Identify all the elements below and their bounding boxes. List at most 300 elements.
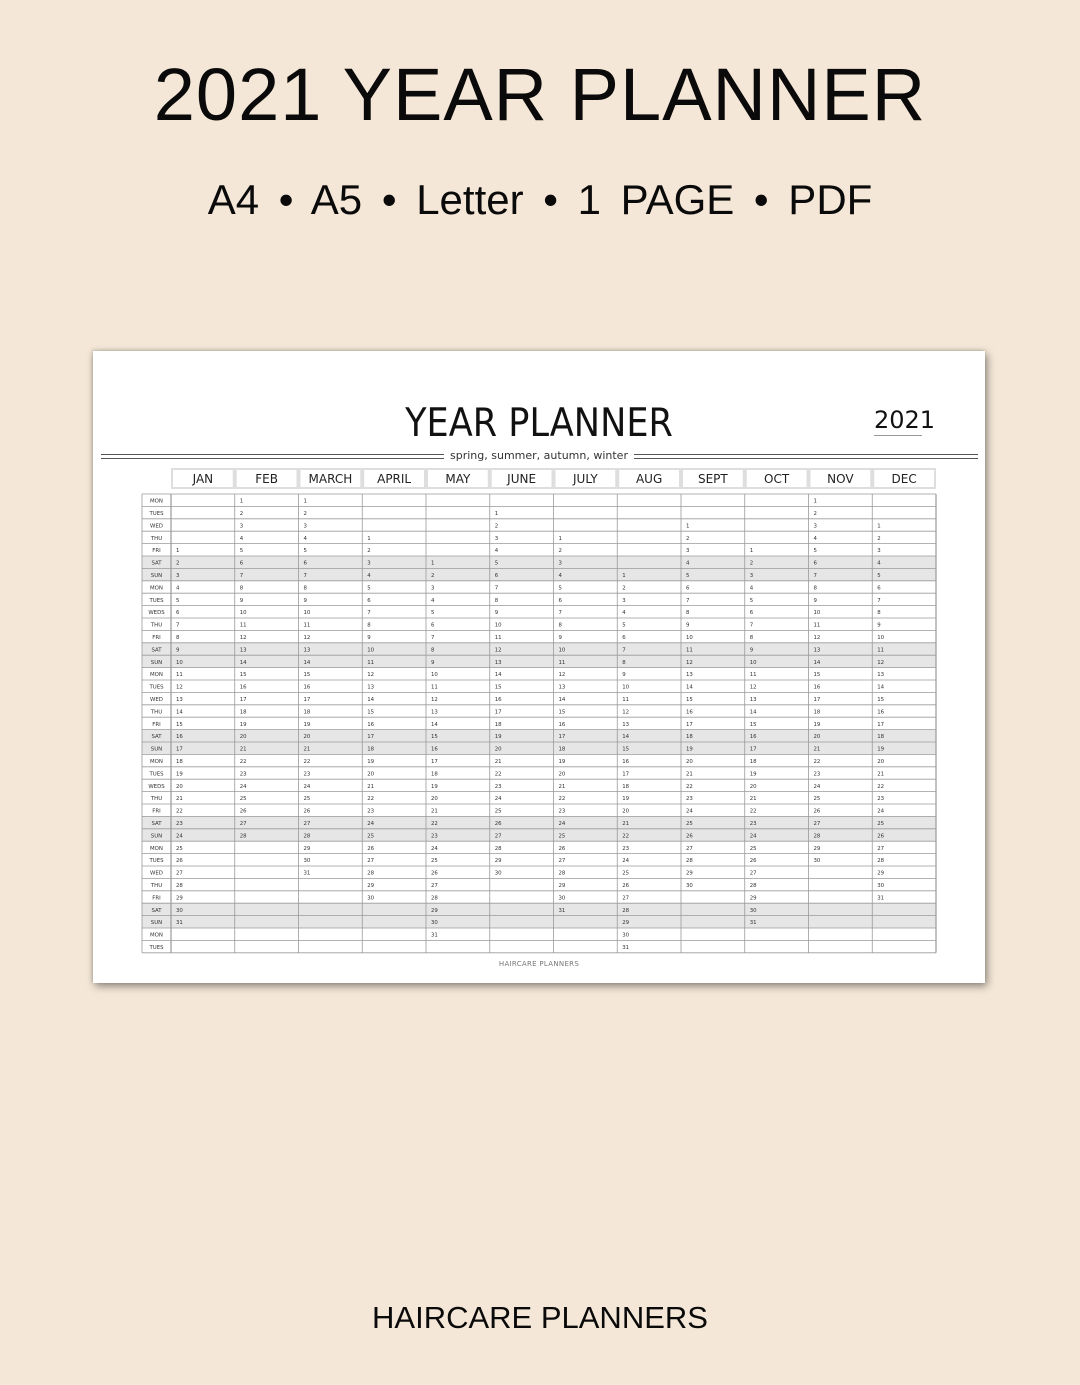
day-number: 15 [686,697,693,703]
day-number: 25 [877,821,885,827]
weekday-label: FRI [152,895,161,902]
weekday-label: TUES [149,684,164,691]
day-number: 26 [686,833,693,840]
weekday-label: SUN [150,573,163,579]
day-number: 7 [813,573,817,579]
day-number: 3 [367,560,371,567]
day-number: 1 [749,548,754,555]
weekday-label: FRI [152,721,161,728]
day-number: 15 [176,721,183,728]
sheet-brand: HAIRCARE PLANNERS [498,960,580,968]
day-number: 24 [622,858,630,865]
day-number: 8 [686,610,690,617]
day-number: 24 [813,783,821,790]
day-number: 6 [176,610,180,617]
day-number: 27 [877,845,885,852]
day-number: 19 [431,783,438,790]
day-number: 14 [176,709,183,716]
day-number: 20 [176,783,183,790]
day-number: 20 [239,734,247,741]
weekday-label: WED [150,523,163,530]
day-number: 23 [558,808,566,815]
day-number: 7 [176,622,180,629]
day-number: 18 [622,783,630,790]
day-number: 12 [749,684,757,691]
month-header-label: SEPT [697,472,728,486]
day-number: 14 [239,659,247,666]
day-number: 15 [303,672,311,679]
day-number: 31 [558,907,566,914]
day-number: 18 [494,721,502,728]
day-number: 11 [239,622,247,629]
day-number: 13 [176,697,183,703]
day-number: 5 [686,573,690,579]
day-number: 16 [176,734,183,741]
day-number: 4 [558,573,562,579]
day-number: 31 [877,895,885,902]
day-number: 29 [749,895,757,902]
day-number: 21 [239,746,247,753]
day-number: 21 [558,783,566,790]
weekday-label: SAT [151,647,162,654]
day-number: 2 [431,573,435,579]
day-number: 26 [877,833,885,840]
month-header-label: NOV [827,472,854,486]
day-number: 19 [813,721,821,728]
day-number: 11 [622,697,630,703]
day-number: 21 [813,746,821,753]
day-number: 4 [749,585,754,592]
day-number: 22 [431,821,438,827]
day-number: 11 [749,672,757,679]
day-number: 20 [494,746,502,753]
day-number: 28 [686,858,693,865]
day-number: 25 [176,845,183,852]
day-number: 6 [877,585,881,592]
day-number: 14 [558,697,566,703]
day-number: 16 [622,759,630,765]
day-number: 22 [877,783,885,790]
day-number: 10 [239,610,247,617]
day-number: 1 [303,498,307,505]
weekday-label: WEDS [148,783,165,790]
weekday-label: THU [150,709,163,716]
day-number: 21 [877,771,885,778]
day-number: 9 [813,597,817,604]
day-number: 29 [303,845,311,852]
day-number: 11 [558,659,566,666]
day-number: 1 [813,498,817,505]
day-number: 10 [813,610,821,617]
day-number: 13 [558,684,566,691]
day-number: 10 [686,635,693,641]
day-number: 27 [176,870,183,877]
day-number: 30 [431,920,438,927]
day-number: 26 [494,821,502,827]
day-number: 19 [176,771,183,778]
weekday-label: FRI [152,635,161,641]
weekday-label: SAT [151,821,162,827]
day-number: 24 [877,808,885,815]
day-number: 27 [303,821,311,827]
day-number: 25 [749,845,757,852]
day-number: 6 [494,573,499,579]
weekday-label: WEDS [148,610,165,617]
weekday-label: SAT [151,734,162,741]
day-number: 8 [749,635,754,641]
day-number: 22 [494,771,502,778]
day-number: 5 [622,622,626,629]
day-number: 30 [176,907,183,914]
sheet-subtitle: spring, summer, autumn, winter [450,449,628,462]
day-number: 12 [877,659,885,666]
day-number: 24 [303,783,311,790]
day-number: 18 [431,771,438,778]
month-header-label: MAY [445,472,471,486]
day-number: 28 [303,833,311,840]
day-number: 17 [367,734,375,741]
day-number: 27 [558,858,566,865]
day-number: 25 [431,858,438,865]
day-number: 12 [303,635,311,641]
day-number: 6 [303,560,307,567]
day-number: 17 [686,721,693,728]
day-number: 11 [813,622,821,629]
day-number: 9 [367,635,371,641]
day-number: 13 [877,672,885,679]
day-number: 29 [176,895,183,902]
day-number: 29 [877,870,885,877]
weekday-label: MON [150,932,163,939]
day-number: 27 [494,833,502,840]
day-number: 26 [303,808,311,815]
weekday-label: THU [150,796,163,803]
day-number: 12 [686,659,693,666]
day-number: 27 [431,883,438,889]
day-number: 30 [622,932,630,939]
day-number: 15 [877,697,885,703]
weekday-label: TUES [149,945,164,951]
day-number: 3 [749,573,754,579]
day-number: 2 [813,511,817,517]
day-number: 3 [239,523,244,530]
day-number: 25 [367,833,375,840]
day-number: 24 [367,821,375,827]
day-number: 11 [494,635,502,641]
day-number: 2 [686,535,690,542]
day-number: 8 [176,635,180,641]
day-number: 5 [749,597,754,604]
day-number: 24 [749,833,757,840]
day-number: 26 [558,845,566,852]
day-number: 9 [494,610,499,617]
day-number: 13 [686,672,693,679]
day-number: 18 [303,709,311,716]
day-number: 8 [367,622,371,629]
day-number: 23 [431,833,438,840]
day-number: 1 [877,523,881,530]
weekday-label: MON [150,672,163,679]
day-number: 14 [749,709,757,716]
planner-sheet-preview [93,351,985,983]
day-number: 9 [877,622,881,629]
day-number: 5 [494,560,499,567]
day-number: 21 [176,796,183,803]
day-number: 15 [813,672,821,679]
weekend-row-shade [142,916,936,928]
day-number: 3 [877,548,881,555]
day-number: 31 [431,932,438,939]
day-number: 19 [558,759,566,765]
weekday-label: FRI [152,548,161,555]
day-number: 6 [558,597,562,604]
day-number: 29 [686,870,693,877]
day-number: 4 [303,535,307,542]
day-number: 9 [686,622,690,629]
day-number: 20 [686,759,693,765]
day-number: 6 [431,622,435,629]
day-number: 8 [239,585,244,592]
day-number: 10 [431,672,438,679]
day-number: 3 [494,535,499,542]
day-number: 9 [558,635,562,641]
day-number: 16 [303,684,311,691]
day-number: 3 [558,560,562,567]
month-header-label: AUG [635,472,663,486]
month-header-label: JULY [573,472,598,486]
day-number: 5 [367,585,371,592]
day-number: 2 [622,585,626,592]
day-number: 17 [494,709,502,716]
day-number: 21 [431,808,438,815]
calendar-grid [93,351,985,983]
day-number: 9 [239,597,244,604]
day-number: 16 [558,721,566,728]
day-number: 29 [813,845,821,852]
day-number: 20 [813,734,821,741]
day-number: 23 [494,783,502,790]
day-number: 23 [176,821,183,827]
day-number: 5 [431,610,435,617]
day-number: 25 [239,796,247,803]
day-number: 9 [431,659,435,666]
day-number: 12 [494,647,502,654]
day-number: 20 [749,783,757,790]
day-number: 8 [558,622,562,629]
weekday-label: SUN [150,920,163,927]
day-number: 2 [877,535,881,542]
day-number: 13 [367,684,375,691]
day-number: 15 [749,721,757,728]
day-number: 29 [367,883,375,889]
day-number: 23 [367,808,375,815]
day-number: 7 [686,597,690,604]
day-number: 19 [622,796,630,803]
day-number: 13 [431,709,438,716]
day-number: 20 [431,796,438,803]
month-header-label: JUNE [507,472,537,486]
day-number: 26 [813,808,821,815]
day-number: 25 [686,821,693,827]
day-number: 4 [813,535,817,542]
day-number: 25 [622,870,630,877]
day-number: 23 [239,771,247,778]
day-number: 3 [686,548,690,555]
day-number: 29 [622,920,630,927]
day-number: 26 [176,858,183,865]
day-number: 5 [877,573,881,579]
day-number: 8 [494,597,499,604]
day-number: 7 [367,610,371,617]
day-number: 19 [749,771,757,778]
day-number: 22 [813,759,821,765]
day-number: 30 [813,858,821,865]
day-number: 14 [686,684,693,691]
day-number: 1 [558,535,562,542]
day-number: 15 [494,684,502,691]
day-number: 11 [686,647,693,654]
day-number: 18 [749,759,757,765]
sheet-year: 2021 [874,406,936,434]
day-number: 12 [239,635,247,641]
day-number: 16 [494,697,502,703]
month-header-label: DEC [891,472,917,486]
day-number: 7 [622,647,626,654]
day-number: 11 [431,684,438,691]
day-number: 20 [367,771,375,778]
day-number: 10 [622,684,630,691]
day-number: 25 [558,833,566,840]
day-number: 23 [622,845,630,852]
day-number: 26 [239,808,247,815]
day-number: 1 [622,573,626,579]
day-number: 28 [622,907,630,914]
day-number: 18 [558,746,566,753]
day-number: 28 [494,845,502,852]
day-number: 8 [303,585,307,592]
day-number: 17 [176,746,183,753]
day-number: 16 [877,709,885,716]
weekday-label: MON [150,759,163,765]
day-number: 12 [176,684,183,691]
day-number: 4 [494,548,499,555]
day-number: 5 [239,548,244,555]
day-number: 22 [303,759,311,765]
day-number: 22 [558,796,566,803]
day-number: 17 [877,721,885,728]
day-number: 1 [494,511,499,517]
day-number: 22 [749,808,757,815]
format-list: A4 • A5 • Letter • 1 PAGE • PDF [207,176,873,223]
weekday-label: TUES [149,771,164,778]
day-number: 11 [877,647,885,654]
day-number: 22 [686,783,693,790]
day-number: 16 [686,709,693,716]
day-number: 30 [367,895,375,902]
weekday-label: SUN [150,833,163,840]
day-number: 27 [367,858,375,865]
day-number: 6 [813,560,817,567]
day-number: 4 [176,585,180,592]
sheet-title: YEAR PLANNER [405,401,673,446]
day-number: 17 [239,697,247,703]
day-number: 15 [558,709,566,716]
day-number: 17 [622,771,630,778]
day-number: 4 [367,573,371,579]
day-number: 3 [176,573,180,579]
day-number: 31 [749,920,757,927]
day-number: 25 [303,796,311,803]
weekday-label: SUN [150,746,163,753]
day-number: 24 [686,808,693,815]
day-number: 10 [303,610,311,617]
day-number: 15 [239,672,247,679]
day-number: 10 [494,622,502,629]
day-number: 2 [176,560,180,567]
day-number: 10 [367,647,375,654]
day-number: 30 [877,883,885,889]
day-number: 22 [622,833,630,840]
day-number: 9 [176,647,180,654]
day-number: 18 [813,709,821,716]
day-number: 21 [303,746,311,753]
day-number: 12 [622,709,630,716]
day-number: 19 [239,721,247,728]
day-number: 16 [431,746,438,753]
day-number: 28 [239,833,247,840]
weekday-label: WED [150,697,163,703]
day-number: 14 [367,697,375,703]
day-number: 2 [494,523,499,530]
day-number: 18 [877,734,885,741]
day-number: 16 [239,684,247,691]
day-number: 28 [877,858,885,865]
day-number: 7 [303,573,307,579]
weekday-label: SUN [150,659,163,666]
day-number: 20 [303,734,311,741]
day-number: 3 [303,523,307,530]
day-number: 30 [686,883,693,889]
day-number: 22 [367,796,375,803]
day-number: 30 [558,895,566,902]
day-number: 15 [622,746,630,753]
day-number: 19 [877,746,885,753]
day-number: 6 [622,635,626,641]
day-number: 12 [431,697,438,703]
day-number: 6 [239,560,244,567]
day-number: 8 [622,659,626,666]
day-number: 27 [239,821,247,827]
day-number: 5 [303,548,307,555]
day-number: 7 [749,622,754,629]
weekday-label: SAT [151,907,162,914]
day-number: 4 [239,535,244,542]
day-number: 30 [303,858,311,865]
day-number: 10 [877,635,885,641]
day-number: 13 [813,647,821,654]
day-number: 26 [431,870,438,877]
day-number: 2 [749,560,754,567]
day-number: 26 [367,845,375,852]
day-number: 23 [813,771,821,778]
day-number: 13 [494,659,502,666]
day-number: 3 [813,523,817,530]
day-number: 21 [494,759,502,765]
day-number: 23 [686,796,693,803]
day-number: 1 [367,535,371,542]
day-number: 31 [176,920,183,927]
footer-brand: HAIRCARE PLANNERS [372,1300,708,1335]
